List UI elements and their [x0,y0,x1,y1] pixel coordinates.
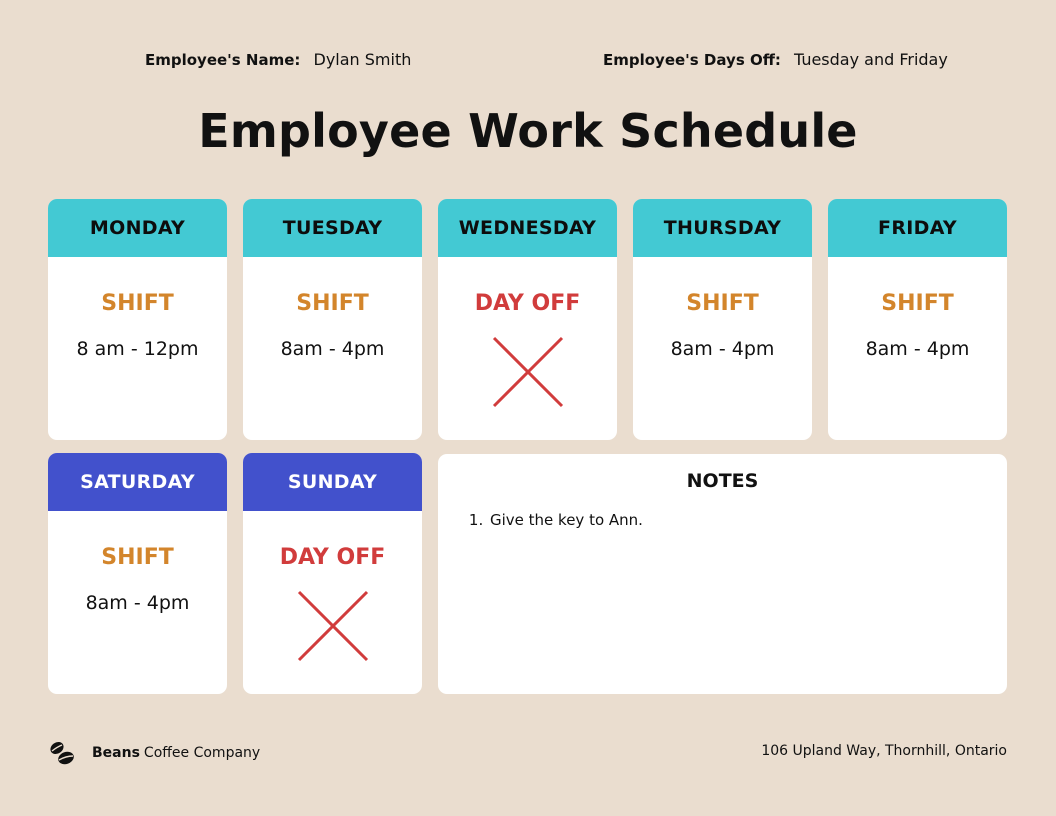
day-card-friday [828,199,1007,440]
employee-name-value: Dylan Smith [313,50,412,69]
days-off-field [603,50,948,69]
day-card-saturday [48,453,227,694]
day-header: WEDNESDAY [438,199,617,257]
day-header: SUNDAY [243,453,422,511]
day-off-label: DAY OFF [474,291,581,316]
employee-name-field [145,50,411,69]
shift-hours: 8am - 4pm [670,338,775,360]
day-header: FRIDAY [828,199,1007,257]
day-header: THURSDAY [633,199,812,257]
days-off-value: Tuesday and Friday [793,50,948,69]
day-card-monday [48,199,227,440]
day-card-tuesday [243,199,422,440]
employee-name-label: Employee's Name: [145,51,301,69]
brand-name-rest: Coffee Company [143,745,261,761]
coffee-beans-icon [48,739,76,767]
day-header: SATURDAY [48,453,227,511]
day-card-sunday [243,453,422,694]
day-off-label: DAY OFF [279,545,386,570]
cross-icon [492,336,564,408]
shift-hours: 8am - 4pm [280,338,385,360]
shift-label: SHIFT [296,291,369,316]
shift-hours: 8 am - 12pm [76,338,199,360]
company-address: 106 Upland Way, Thornhill, Ontario [761,743,1007,759]
shift-label: SHIFT [101,291,174,316]
page-title: Employee Work Schedule [198,104,858,158]
shift-label: SHIFT [101,545,174,570]
day-card-wednesday [438,199,617,440]
note-item: 1. Give the key to Ann. [488,511,1007,529]
notes-list [488,511,1007,529]
day-card-thursday [633,199,812,440]
shift-hours: 8am - 4pm [85,592,190,614]
cross-icon [297,590,369,662]
shift-label: SHIFT [881,291,954,316]
company-brand [48,739,260,767]
days-off-label: Employee's Days Off: [603,51,781,69]
brand-name-bold: Beans [92,745,140,761]
shift-hours: 8am - 4pm [865,338,970,360]
notes-panel [438,454,1007,694]
shift-label: SHIFT [686,291,759,316]
day-header: TUESDAY [243,199,422,257]
notes-title: NOTES [686,470,759,492]
day-header: MONDAY [48,199,227,257]
